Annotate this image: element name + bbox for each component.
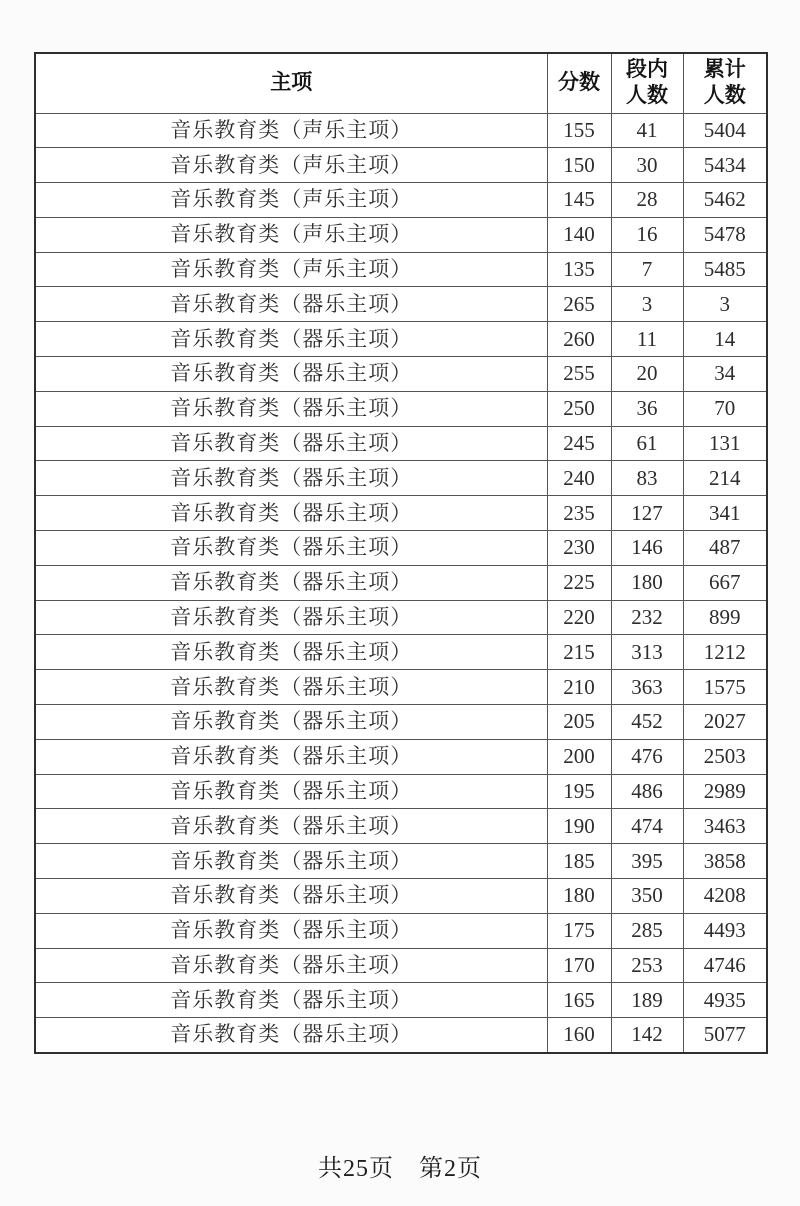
cell-cumulative: 2989	[683, 774, 767, 809]
cell-cumulative: 5077	[683, 1018, 767, 1053]
score-table-wrap	[34, 52, 766, 1054]
cell-count: 146	[611, 531, 683, 566]
cell-score: 160	[547, 1018, 611, 1053]
cell-cumulative: 34	[683, 357, 767, 392]
cell-cumulative: 341	[683, 496, 767, 531]
cell-cumulative: 667	[683, 565, 767, 600]
cell-score: 260	[547, 322, 611, 357]
cell-count: 30	[611, 148, 683, 183]
cell-count: 395	[611, 844, 683, 879]
cell-category: 音乐教育类（器乐主项）	[35, 531, 547, 566]
table-row	[35, 287, 767, 322]
cell-score: 255	[547, 357, 611, 392]
table-row	[35, 1018, 767, 1053]
table-row	[35, 844, 767, 879]
cell-cumulative: 4746	[683, 948, 767, 983]
cell-cumulative: 5404	[683, 113, 767, 148]
table-row	[35, 183, 767, 218]
cell-count: 474	[611, 809, 683, 844]
cell-score: 210	[547, 670, 611, 705]
cell-category: 音乐教育类（声乐主项）	[35, 113, 547, 148]
cell-count: 476	[611, 739, 683, 774]
cell-count: 232	[611, 600, 683, 635]
table-row	[35, 565, 767, 600]
cell-category: 音乐教育类（器乐主项）	[35, 670, 547, 705]
cell-cumulative: 4935	[683, 983, 767, 1018]
cell-cumulative: 4208	[683, 879, 767, 914]
table-body	[35, 113, 767, 1053]
cell-category: 音乐教育类（器乐主项）	[35, 391, 547, 426]
cell-count: 486	[611, 774, 683, 809]
cell-category: 音乐教育类（器乐主项）	[35, 844, 547, 879]
table-row	[35, 670, 767, 705]
header-cell-count	[611, 53, 683, 113]
table-row	[35, 809, 767, 844]
cell-cumulative: 14	[683, 322, 767, 357]
cell-category: 音乐教育类（器乐主项）	[35, 565, 547, 600]
table-row	[35, 600, 767, 635]
table-row	[35, 948, 767, 983]
cell-category: 音乐教育类（声乐主项）	[35, 252, 547, 287]
table-row	[35, 983, 767, 1018]
table-row	[35, 461, 767, 496]
header-label-score: 分数	[558, 71, 600, 95]
table-row	[35, 913, 767, 948]
page-footer: 共25页 第2页	[318, 1156, 482, 1182]
cell-count: 180	[611, 565, 683, 600]
cell-category: 音乐教育类（器乐主项）	[35, 287, 547, 322]
cell-score: 175	[547, 913, 611, 948]
header-cell-category	[35, 53, 547, 113]
cell-category: 音乐教育类（器乐主项）	[35, 496, 547, 531]
cell-category: 音乐教育类（器乐主项）	[35, 739, 547, 774]
cell-count: 253	[611, 948, 683, 983]
cell-score: 200	[547, 739, 611, 774]
cell-score: 195	[547, 774, 611, 809]
cell-count: 285	[611, 913, 683, 948]
header-label-category: 主项	[270, 71, 313, 95]
cell-score: 225	[547, 565, 611, 600]
score-distribution-table	[34, 52, 768, 1054]
cell-score: 240	[547, 461, 611, 496]
cell-cumulative: 5478	[683, 217, 767, 252]
cell-score: 245	[547, 426, 611, 461]
table-row	[35, 426, 767, 461]
cell-cumulative: 1212	[683, 635, 767, 670]
cell-score: 205	[547, 705, 611, 740]
cell-cumulative: 5462	[683, 183, 767, 218]
table-row	[35, 496, 767, 531]
cell-score: 170	[547, 948, 611, 983]
cell-score: 220	[547, 600, 611, 635]
table-row	[35, 531, 767, 566]
cell-score: 235	[547, 496, 611, 531]
cell-count: 350	[611, 879, 683, 914]
cell-cumulative: 3463	[683, 809, 767, 844]
table-row	[35, 252, 767, 287]
cell-category: 音乐教育类（器乐主项）	[35, 948, 547, 983]
cell-category: 音乐教育类（器乐主项）	[35, 809, 547, 844]
cell-category: 音乐教育类（器乐主项）	[35, 913, 547, 948]
cell-cumulative: 3858	[683, 844, 767, 879]
cell-count: 127	[611, 496, 683, 531]
header-label-count: 段内人数	[626, 58, 668, 108]
cell-cumulative: 4493	[683, 913, 767, 948]
cell-cumulative: 3	[683, 287, 767, 322]
cell-score: 215	[547, 635, 611, 670]
cell-category: 音乐教育类（器乐主项）	[35, 635, 547, 670]
cell-count: 61	[611, 426, 683, 461]
cell-category: 音乐教育类（器乐主项）	[35, 705, 547, 740]
table-row	[35, 774, 767, 809]
cell-cumulative: 214	[683, 461, 767, 496]
cell-count: 3	[611, 287, 683, 322]
cell-score: 155	[547, 113, 611, 148]
cell-category: 音乐教育类（声乐主项）	[35, 148, 547, 183]
table-row	[35, 322, 767, 357]
cell-cumulative: 2027	[683, 705, 767, 740]
cell-count: 41	[611, 113, 683, 148]
cell-count: 7	[611, 252, 683, 287]
cell-cumulative: 131	[683, 426, 767, 461]
cell-count: 36	[611, 391, 683, 426]
cell-category: 音乐教育类（器乐主项）	[35, 1018, 547, 1053]
header-cell-cumulative	[683, 53, 767, 113]
header-cell-score	[547, 53, 611, 113]
cell-cumulative: 487	[683, 531, 767, 566]
cell-category: 音乐教育类（声乐主项）	[35, 183, 547, 218]
cell-score: 180	[547, 879, 611, 914]
cell-category: 音乐教育类（器乐主项）	[35, 322, 547, 357]
table-row	[35, 705, 767, 740]
cell-score: 140	[547, 217, 611, 252]
cell-score: 250	[547, 391, 611, 426]
cell-score: 145	[547, 183, 611, 218]
cell-cumulative: 70	[683, 391, 767, 426]
cell-cumulative: 5434	[683, 148, 767, 183]
cell-score: 230	[547, 531, 611, 566]
header-label-cumulative: 累计人数	[703, 58, 746, 108]
cell-count: 28	[611, 183, 683, 218]
table-header	[35, 53, 767, 113]
cell-count: 313	[611, 635, 683, 670]
cell-category: 音乐教育类（器乐主项）	[35, 879, 547, 914]
cell-count: 20	[611, 357, 683, 392]
cell-score: 135	[547, 252, 611, 287]
header-row	[35, 53, 767, 113]
cell-count: 16	[611, 217, 683, 252]
cell-count: 452	[611, 705, 683, 740]
cell-count: 142	[611, 1018, 683, 1053]
cell-score: 150	[547, 148, 611, 183]
cell-count: 11	[611, 322, 683, 357]
table-row	[35, 739, 767, 774]
cell-category: 音乐教育类（器乐主项）	[35, 774, 547, 809]
cell-category: 音乐教育类（声乐主项）	[35, 217, 547, 252]
table-row	[35, 879, 767, 914]
cell-score: 190	[547, 809, 611, 844]
cell-category: 音乐教育类（器乐主项）	[35, 600, 547, 635]
cell-category: 音乐教育类（器乐主项）	[35, 983, 547, 1018]
cell-cumulative: 2503	[683, 739, 767, 774]
cell-category: 音乐教育类（器乐主项）	[35, 426, 547, 461]
table-row	[35, 357, 767, 392]
cell-count: 189	[611, 983, 683, 1018]
cell-category: 音乐教育类（器乐主项）	[35, 461, 547, 496]
cell-cumulative: 1575	[683, 670, 767, 705]
cell-score: 165	[547, 983, 611, 1018]
cell-count: 363	[611, 670, 683, 705]
cell-score: 185	[547, 844, 611, 879]
cell-category: 音乐教育类（器乐主项）	[35, 357, 547, 392]
cell-score: 265	[547, 287, 611, 322]
cell-cumulative: 5485	[683, 252, 767, 287]
table-row	[35, 148, 767, 183]
table-row	[35, 635, 767, 670]
cell-count: 83	[611, 461, 683, 496]
cell-cumulative: 899	[683, 600, 767, 635]
table-row	[35, 391, 767, 426]
table-row	[35, 217, 767, 252]
table-row	[35, 113, 767, 148]
